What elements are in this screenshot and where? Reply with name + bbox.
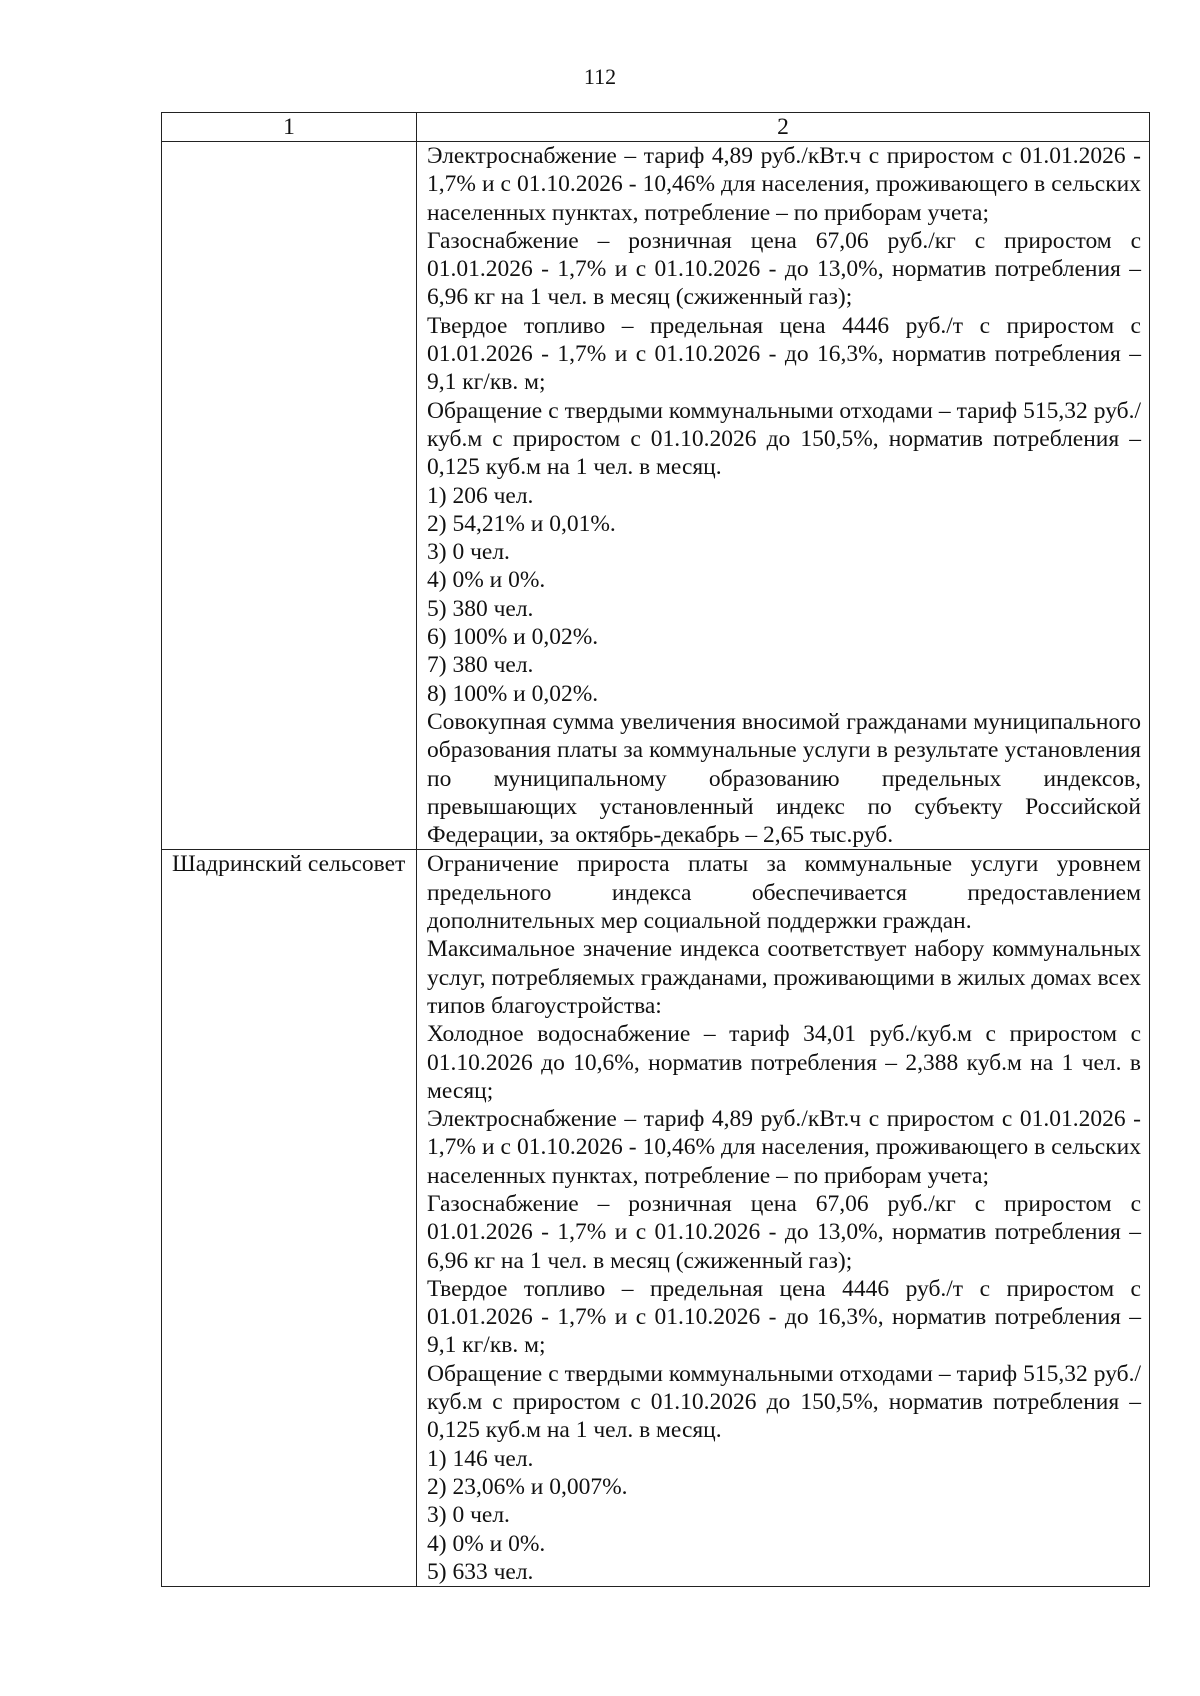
- paragraph: Ограничение прироста платы за коммунальные услуги уровнем предельного индекса обеспечивается предоставлением дополнительных мер социальной поддержки граждан.: [427, 851, 1141, 935]
- list-item: 2) 23,06% и 0,007%.: [427, 1473, 628, 1500]
- description-cell: [417, 850, 1150, 1587]
- table-row: [162, 850, 1150, 1587]
- municipality-name-cell: Шадринский сельсовет: [162, 850, 417, 1587]
- page-number: 112: [583, 64, 617, 89]
- paragraph: Обращение с твердыми коммунальными отходами – тариф 515,32 руб./куб.м с приростом с 01.10.2026 до 150,5%, норматив потребления – 0,125 куб.м на 1 чел. в месяц.: [427, 397, 1141, 481]
- table-header-row: [162, 113, 1150, 142]
- list-item: 3) 0 чел.: [427, 1502, 510, 1529]
- data-table: [161, 112, 1150, 1587]
- table-row: [162, 142, 1150, 850]
- paragraph: Электроснабжение – тариф 4,89 руб./кВт.ч с приростом с 01.01.2026 - 1,7% и с 01.10.2026 - 10,46% для населения, проживающего в сельских населенных пунктах, потребление – по приборам учета;: [427, 143, 1141, 226]
- list-item: 3) 0 чел.: [427, 539, 510, 566]
- list-item: 4) 0% и 0%.: [427, 1530, 546, 1557]
- list-item: 6) 100% и 0,02%.: [427, 624, 599, 651]
- paragraph: Электроснабжение – тариф 4,89 руб./кВт.ч с приростом с 01.01.2026 - 1,7% и с 01.10.2026 - 10,46% для населения, проживающего в сельских населенных пунктах, потребление – по приборам учета;: [427, 1106, 1141, 1189]
- list-item: 1) 146 чел.: [427, 1445, 534, 1472]
- list-item: 7) 380 чел.: [427, 652, 534, 679]
- column-header-2: 2: [417, 113, 1150, 142]
- paragraph: Холодное водоснабжение – тариф 34,01 руб./куб.м с приростом с 01.10.2026 до 10,6%, норматив потребления – 2,388 куб.м на 1 чел. в месяц;: [427, 1021, 1141, 1104]
- column-header-1: 1: [162, 113, 417, 142]
- list-item: 4) 0% и 0%.: [427, 567, 546, 594]
- list-item: 8) 100% и 0,02%.: [427, 680, 599, 707]
- municipality-name-cell: [162, 142, 417, 850]
- paragraph: Твердое топливо – предельная цена 4446 руб./т с приростом с 01.01.2026 - 1,7% и с 01.10.2026 - до 16,3%, норматив потребления – 9,1 кг/кв. м;: [427, 1275, 1141, 1359]
- paragraph: Газоснабжение – розничная цена 67,06 руб./кг с приростом с 01.01.2026 - 1,7% и с 01.10.2026 - до 13,0%, норматив потребления – 6,96 кг на 1 чел. в месяц (сжиженный газ);: [427, 1190, 1141, 1274]
- list-item: 2) 54,21% и 0,01%.: [427, 510, 616, 537]
- list-item: 1) 206 чел.: [427, 482, 534, 509]
- paragraph: Обращение с твердыми коммунальными отходами – тариф 515,32 руб./куб.м с приростом с 01.10.2026 до 150,5%, норматив потребления – 0,125 куб.м на 1 чел. в месяц.: [427, 1360, 1141, 1444]
- paragraph: Газоснабжение – розничная цена 67,06 руб./кг с приростом с 01.01.2026 - 1,7% и с 01.10.2026 - до 13,0%, норматив потребления – 6,96 кг на 1 чел. в месяц (сжиженный газ);: [427, 227, 1141, 311]
- paragraph: Максимальное значение индекса соответствует набору коммунальных услуг, потребляемых гражданами, проживающими в жилых домах всех типов благоустройства:: [427, 936, 1141, 1019]
- paragraph: Твердое топливо – предельная цена 4446 руб./т с приростом с 01.01.2026 - 1,7% и с 01.10.2026 - до 16,3%, норматив потребления – 9,1 кг/кв. м;: [427, 312, 1141, 396]
- list-item: 5) 633 чел.: [427, 1558, 534, 1585]
- description-cell: [417, 142, 1150, 850]
- list-item: 5) 380 чел.: [427, 595, 534, 622]
- summary-paragraph: Совокупная сумма увеличения вносимой гражданами муниципального образования платы за коммунальные услуги в результате установления по муниципальному образованию предельных индексов, превышающих установленный индекс по субъекту Российской Федерации, за октябрь-декабрь – 2,65 тыс.руб.: [427, 708, 1141, 849]
